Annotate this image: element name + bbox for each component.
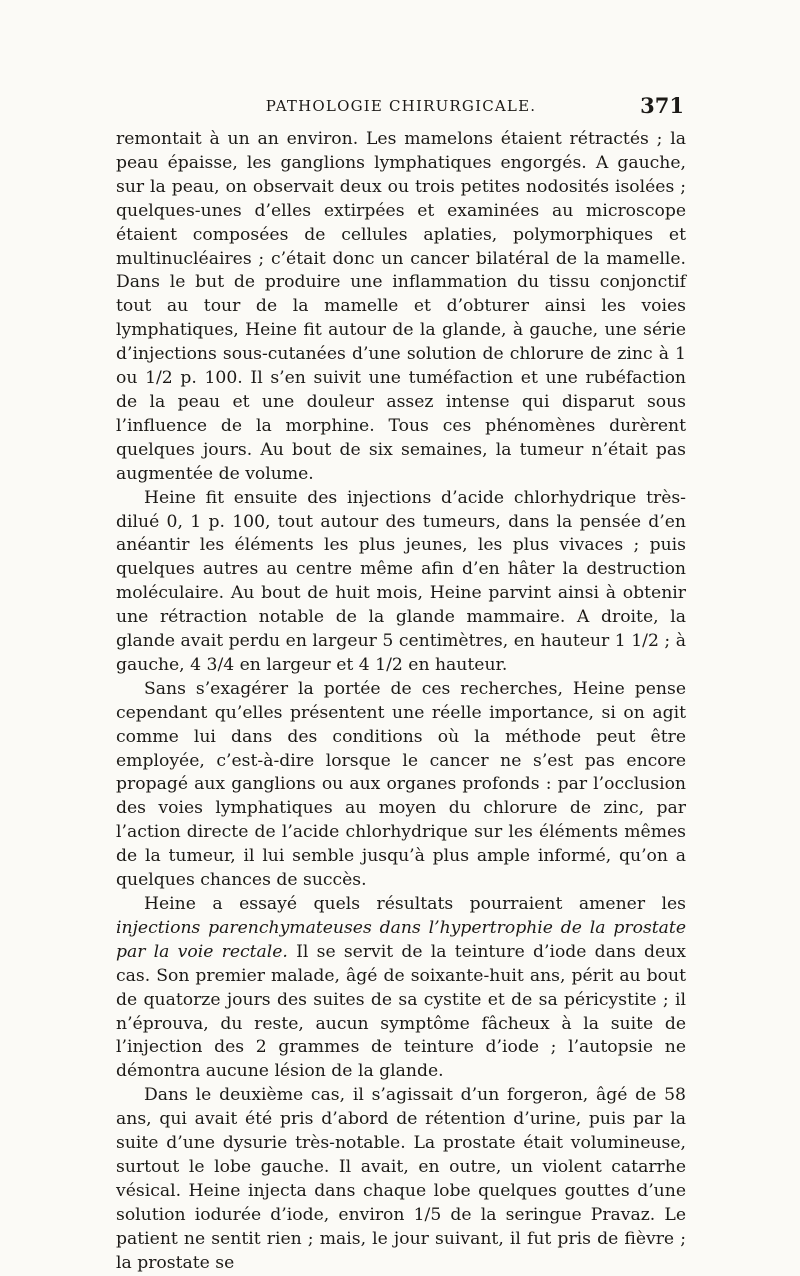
page-number: 371 [640,93,684,118]
paragraph: Sans s’exagérer la portée de ces recherches, Heine pense cependant qu’elles présentent une réelle importance, si on agit comme lui dans des conditions où la méthode peut être employée, c’est-à-dire lorsque le cancer ne s’est pas encore propagé aux ganglions ou aux organes profonds : par l’occlusion des voies lymphatiques au moyen du chlorure de zinc, par l’action directe de l’acide chlorhydrique sur les éléments mêmes de la tumeur, il lui semble jusqu’à plus ample informé, qu’on a quelques chances de succès. [116,678,686,891]
paragraph: Dans le deuxième cas, il s’agissait d’un forgeron, âgé de 58 ans, qui avait été pris d’abord de rétention d’urine, puis par la suite d’une dysurie très-notable. La prostate était volumineuse, surtout le lobe gauche. Il avait, en outre, un violent catarrhe vésical. Heine injecta dans chaque lobe quelques gouttes d’une solution iodurée d’iode, environ 1/5 de la seringue Pravaz. Le patient ne sentit rien ; mais, le jour suivant, il fut pris de fièvre ; la prostate se [116,1085,686,1273]
paragraph: Heine fit ensuite des injections d’acide chlorhydrique très-dilué 0, 1 p. 100, tout autour des tumeurs, dans la pensée d’en anéantir les éléments les plus jeunes, les plus vivaces ; puis quelques autres au centre même afin d’en hâter la destruction moléculaire. Au bout de huit mois, Heine parvint ainsi à obtenir une rétraction notable de la glande mammaire. A droite, la glande avait perdu en largeur 5 centimètres, en hauteur 1 1/2 ; à gauche, 4 3/4 en largeur et 4 1/2 en hauteur. [116,487,686,675]
paragraph-text: Il se servit de la teinture d’iode dans deux cas. Son premier malade, âgé de soixante-huit ans, périt au bout de quatorze jours des suites de sa cystite et de sa péricystite ; il n’éprouva, du reste, aucun symptôme fâcheux à la suite de l’injection des 2 grammes de teinture d’iode ; l’autopsie ne démontra aucune lésion de la glande. [116,941,686,1082]
paragraph [116,893,686,1084]
italic-phrase: injections parenchymateuses dans l’hypertrophie de la prostate par la voie rectale. [116,917,686,962]
page-header [116,93,686,119]
running-title: PATHOLOGIE CHIRURGICALE. [265,97,537,115]
body-text [116,128,686,1276]
paragraph-text: Heine a essayé quels résultats pourraient amener les [144,894,686,914]
paragraph: remontait à un an environ. Les mamelons étaient rétractés ; la peau épaisse, les ganglions lymphatiques engorgés. A gauche, sur la peau, on observait deux ou trois petites nodosités isolées ; quelques-unes d’elles extirpées et examinées au microscope étaient composées de cellules aplaties, polymorphiques et multinucléaires ; c’était donc un cancer bilatéral de la mamelle. Dans le but de produire une inflammation du tissu conjonctif tout au tour de la mamelle et d’obturer ainsi les voies lymphatiques, Heine fit autour de la glande, à gauche, une série d’injections sous-cutanées d’une solution de chlorure de zinc à 1 ou 1/2 p. 100. Il s’en suivit une tuméfaction et une rubéfaction de la peau et une douleur assez intense qui disparut sous l’influence de la morphine. Tous ces phénomènes durèrent quelques jours. Au bout de six semaines, la tumeur n’était pas augmentée de volume. [116,129,686,484]
